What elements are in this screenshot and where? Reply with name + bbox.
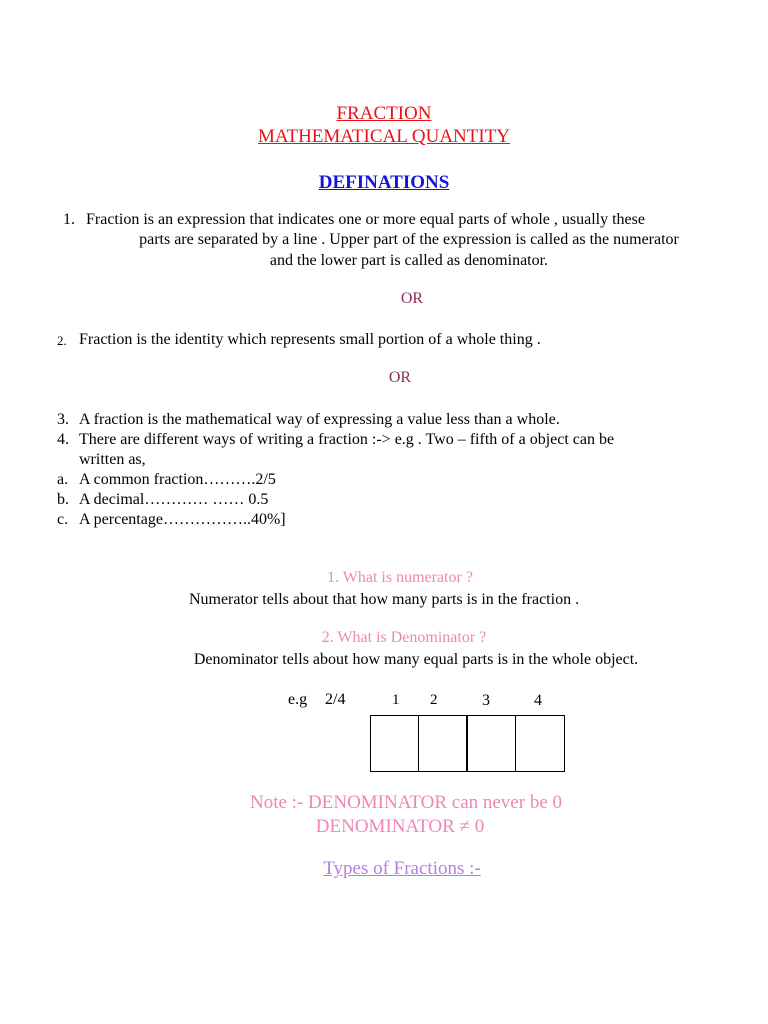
definition-2-text: Fraction is the identity which represents small portion of a whole thing . [79,331,541,348]
section-heading-definitions: DEFINATIONS [318,172,450,193]
fraction-box-cell-1 [370,715,419,772]
definition-1-line-1: Fraction is an expression that indicates one or more equal parts of whole , usually these [86,211,645,228]
fraction-box-cell-4 [515,715,565,772]
note-line-2: DENOMINATOR ≠ 0 [315,816,485,837]
cell-number-2: 2 [430,692,438,708]
list-marker-2: 2. [57,333,67,348]
answer-denominator: Denominator tells about how many equal parts is in the whole object. [193,651,639,668]
list-marker-b: b. [57,491,69,508]
definition-3-text: A fraction is the mathematical way of expressing a value less than a whole. [79,411,560,428]
example-fraction: 2/4 [325,691,346,708]
definition-1-line-2: parts are separated by a line . Upper part of the expression is called as the numerator [139,231,679,248]
sub-item-b: A decimal………… …… 0.5 [79,491,269,508]
cell-number-3: 3 [482,692,490,709]
types-of-fractions-heading: Types of Fractions :- [323,858,481,879]
or-separator-2: OR [388,369,412,386]
title-fraction: FRACTION [336,103,432,124]
sub-item-c: A percentage……………..40%] [79,511,286,528]
definition-4-line-2: written as, [79,451,146,468]
answer-numerator: Numerator tells about that how many parts is in the fraction . [188,591,580,608]
list-marker-a: a. [57,471,69,488]
fraction-box-cell-2 [418,715,468,772]
note-line-1: Note :- DENOMINATOR can never be 0 [249,792,562,813]
fraction-box-cell-3 [466,715,516,772]
or-separator-1: OR [400,290,424,307]
example-label: e.g [288,691,308,708]
list-marker-1: 1. [63,211,75,228]
list-marker-4: 4. [57,431,69,448]
sub-item-a: A common fraction……….2/5 [79,471,276,488]
list-marker-3: 3. [57,411,69,428]
cell-number-4: 4 [534,692,542,709]
title-mathematical-quantity: MATHEMATICAL QUANTITY [257,126,511,147]
question-denominator: 2. What is Denominator ? [321,629,487,646]
definition-4-line-1: There are different ways of writing a fraction :-> e.g . Two – fifth of a object can be [79,431,615,448]
cell-number-1: 1 [392,692,400,708]
definition-1-line-3: and the lower part is called as denominator. [269,252,549,269]
list-marker-c: c. [57,511,69,528]
question-numerator: 1. What is numerator ? [327,569,473,586]
